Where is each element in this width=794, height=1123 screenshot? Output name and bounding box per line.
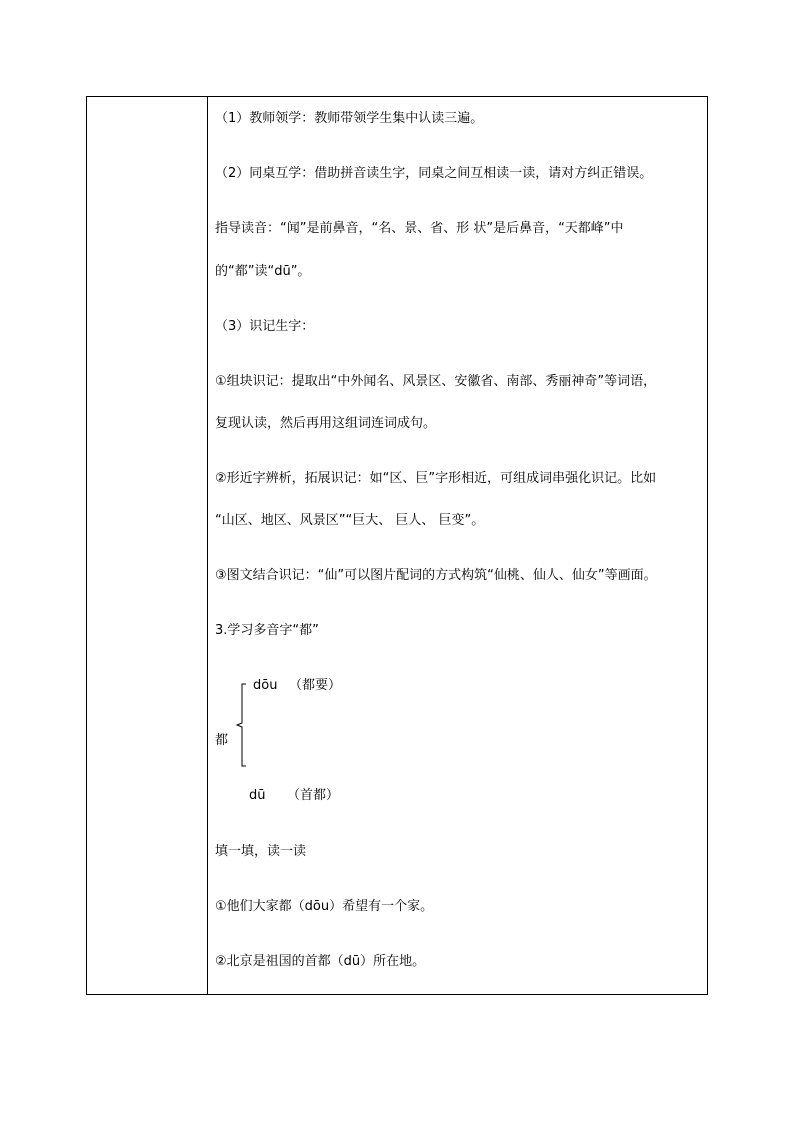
- reading-du: dū: [249, 788, 266, 803]
- exercise-item: ①他们大家都（dōu）希望有一个家。: [215, 899, 434, 914]
- text-line: 指导读音：“闻”是前鼻音，“名、景、省、形 状”是后鼻音，“天都峰”中: [215, 221, 624, 236]
- column-divider: [207, 97, 208, 994]
- text-line: 3.学习多音字“都”: [215, 623, 319, 638]
- exercise-title: 填一填，读一读: [215, 844, 307, 859]
- text-line: 的“都”读“dū”。: [215, 264, 311, 279]
- text-line: （2）同桌互学：借助拼音读生字，同桌之间互相读一读，请对方纠正错误。: [215, 166, 653, 181]
- brace-icon: [235, 683, 247, 767]
- text-line: “山区、地区、风景区”“巨大、 巨人、 巨变”。: [215, 513, 485, 528]
- text-line: 复现认读，然后再用这组词连词成句。: [215, 416, 437, 431]
- text-line: （3）识记生字：: [215, 319, 315, 334]
- lesson-table: [86, 96, 708, 995]
- reading-dou: dōu: [253, 678, 278, 693]
- word-du: （首都）: [287, 788, 340, 803]
- text-line: （1）教师领学：教师带领学生集中认读三遍。: [215, 111, 484, 126]
- polyphone-char: 都: [215, 733, 229, 748]
- text-line: ②形近字辨析，拓展识记：如“区、巨”字形相近，可组成词串强化识记。比如: [215, 471, 657, 486]
- word-dou: （都要）: [289, 678, 342, 693]
- text-line: ③图文结合识记：“仙”可以图片配词的方式构筑“仙桃、仙人、仙女”等画面。: [215, 568, 657, 583]
- exercise-item: ②北京是祖国的首都（dū）所在地。: [215, 954, 426, 969]
- text-line: ①组块识记：提取出“中外闻名、风景区、安徽省、南部、秀丽神奇”等词语，: [215, 374, 657, 389]
